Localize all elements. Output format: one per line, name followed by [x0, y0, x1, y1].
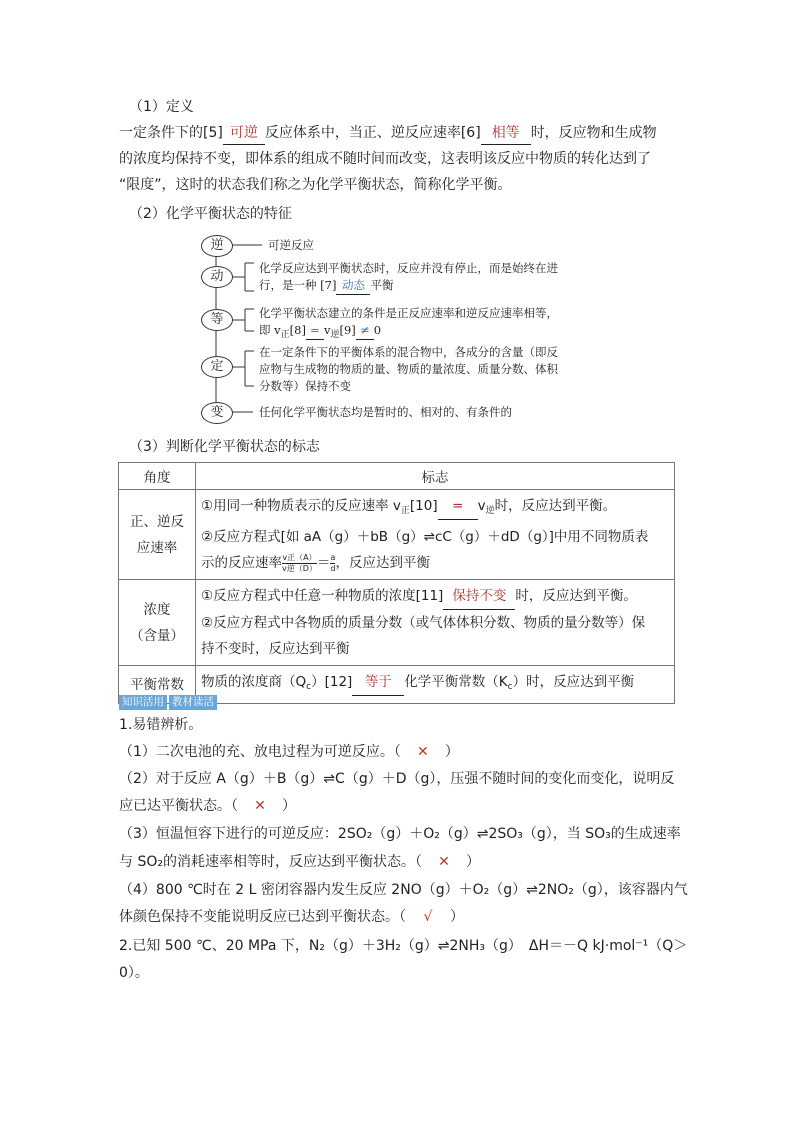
row1-text-d: 时，反应达到平衡。: [494, 498, 617, 514]
row3-text-d: ）时，反应达到平衡: [512, 674, 635, 690]
ding-line3: 分数等）保持不变: [259, 379, 351, 393]
row1-text-e: 示的反应速率: [201, 555, 282, 571]
dong-line2: [259, 277, 558, 295]
row2-text-a: ①反应方程式中任意一种物质的浓度[11]: [201, 588, 444, 604]
row-category: 平衡常数: [119, 666, 196, 704]
answer-blank-7: 动态: [336, 277, 370, 295]
deng-text-d: [9]: [339, 323, 356, 337]
row2-text-b: 时，反应达到平衡。: [515, 588, 637, 604]
row1-text-b: [10]: [409, 498, 438, 514]
row1-sub-zheng: 正: [400, 506, 410, 516]
ding-line1: 在一定条件下的平衡体系的混合物中，各成分的含量（即反: [259, 345, 558, 359]
row1-mark-line3: [201, 550, 669, 576]
row1-text-g: ，反应达到平衡: [335, 555, 430, 571]
fraction2-numerator: a: [330, 552, 336, 562]
row1-sub-ni: 逆: [485, 506, 495, 516]
node-deng: 等: [201, 309, 233, 331]
definition-text: 反应体系中，当正、逆反应速率[6]: [264, 125, 481, 141]
row1-text-a: ①用同一种物质表示的反应速率 v: [201, 498, 401, 514]
definition-text: 一定条件下的[5]: [119, 125, 223, 141]
row2-mark-line3: 持不变时，反应达到平衡: [201, 641, 350, 657]
answer-blank-12: 等于: [352, 669, 404, 696]
ni-text: 可逆反应: [268, 238, 314, 252]
fraction-denominator: v逆（D）: [282, 563, 317, 573]
answer-blank-6: 相等: [481, 122, 531, 145]
row3-text-a: 物质的浓度商（Q: [201, 674, 307, 690]
definition-line3: “限度”，这时的状态我们称之为化学平衡状态，简称化学平衡。: [119, 177, 512, 193]
definition-line2: 的浓度均保持不变，即体系的组成不随时间而改变，这表明该反应中物质的转化达到了: [119, 151, 651, 167]
cross-mark-icon: ✕: [438, 854, 450, 870]
deng-text-b: [8]: [289, 323, 306, 337]
section-tags: [119, 690, 219, 708]
row-category: [119, 580, 196, 666]
fraction2-denominator: d: [330, 563, 336, 573]
fraction-numerator: v正（A）: [282, 552, 317, 562]
row-mark: [196, 580, 675, 666]
deng-text-a: 即 v: [259, 323, 281, 337]
item2-end: ）: [282, 798, 296, 814]
row-category: [119, 490, 196, 580]
section1-heading: （1）定义: [129, 99, 194, 115]
deng-text: [259, 305, 558, 344]
row3-sub-c2: c: [507, 682, 513, 692]
item1-end: ）: [444, 744, 459, 760]
row3-text-c: 化学平衡常数（K: [404, 674, 508, 690]
question2-line2: 0）。: [119, 965, 149, 981]
dong-text-a: 行，是一种 [7]: [259, 278, 337, 292]
exercise-item-3-line1: （3）恒温恒容下进行的可逆反应：2SO₂（g）＋O₂（g）⇌2SO₃（g），当 SO₃的生成速率: [119, 826, 681, 842]
deng-sub-ni: 逆: [330, 330, 340, 340]
table-row: [119, 490, 675, 580]
dong-line1: 化学反应达到平衡状态时，反应并没有停止，而是始终在进: [259, 261, 558, 275]
item3-text: 与 SO₂的消耗速率相等时，反应达到平衡状态。（: [119, 854, 422, 870]
row-mark: [196, 666, 675, 704]
criteria-table: [118, 462, 675, 704]
deng-sub-zheng: 正: [280, 330, 290, 340]
deng-text-e: 0: [373, 323, 382, 337]
dong-text: [259, 260, 558, 295]
exercise-item-2-line1: （2）对于反应 A（g）＋B（g）⇌C（g）＋D（g），压强不随时间的变化而变化，说明反: [119, 771, 675, 787]
item2-text: 应已达平衡状态。（: [119, 798, 238, 814]
answer-blank-10: =: [438, 493, 478, 520]
row2-cat-line2: （含量）: [130, 627, 184, 644]
table-row: [119, 580, 675, 666]
ding-text: [259, 344, 558, 395]
answer-blank-9: ≠: [356, 322, 374, 340]
exercise-item-4-line2: [119, 906, 464, 928]
check-mark-icon: √: [423, 909, 433, 925]
row3-sub-c1: c: [306, 682, 312, 692]
row1-text-f: ＝: [316, 555, 331, 571]
question1-title: 1.易错辨析。: [119, 717, 203, 733]
cross-mark-icon: ✕: [417, 744, 429, 760]
section2-heading: （2）化学平衡状态的特征: [129, 206, 292, 222]
exercise-item-3-line2: [119, 851, 480, 873]
question2-line1: 2.已知 500 ℃、20 MPa 下，N₂（g）＋3H₂（g）⇌2NH₃（g） ΔH＝－Q kJ·mol⁻¹（Q＞: [119, 938, 688, 954]
exercise-item-1: [119, 741, 459, 763]
bian-text: 任何化学平衡状态均是暂时的、相对的、有条件的: [259, 405, 512, 419]
node-ni: 逆: [201, 235, 233, 257]
row1-mark-line1: [201, 493, 669, 524]
dong-text-b: 平衡: [370, 278, 394, 292]
answer-blank-5: 可逆: [223, 122, 265, 145]
item4-end: ）: [450, 909, 464, 925]
row2-mark-line2: ②反应方程式中各物质的质量分数（或气体体积分数、物质的量分数等）保: [201, 615, 646, 631]
item1-text: （1）二次电池的充、放电过程为可逆反应。（: [119, 744, 401, 760]
node-ding: 定: [201, 356, 233, 378]
cross-mark-icon: ✕: [254, 798, 266, 814]
item3-end: ）: [465, 854, 480, 870]
row1-cat-line2: 应速率: [136, 539, 178, 556]
row1-text-c: v: [477, 498, 486, 514]
row3-text-b: ）[12]: [311, 674, 353, 690]
row-mark: [196, 490, 675, 580]
node-dong: 动: [201, 266, 233, 288]
row1-cat-line1: 正、逆反: [130, 513, 184, 530]
row1-mark-line2: ②反应方程式[如 aA（g）＋bB（g）⇌cC（g）＋dD（g）]中用不同物质表: [201, 529, 649, 545]
rate-ratio-fraction: [282, 553, 317, 574]
tag-knowledge-application: 知识活用: [119, 695, 167, 710]
tag-textbook-reading: 教材读活: [169, 695, 217, 710]
answer-blank-8: =: [306, 322, 324, 340]
item4-text: 体颜色保持不变能说明反应已达到平衡状态。（: [119, 909, 406, 925]
table-header-row: [119, 463, 675, 490]
row2-mark-line1: [201, 583, 669, 610]
deng-line2: [259, 322, 558, 344]
col-header-angle: 角度: [119, 463, 196, 490]
definition-text: 时，反应物和生成物: [530, 125, 657, 141]
answer-blank-11: 保持不变: [443, 583, 515, 610]
row2-cat-line1: 浓度: [143, 601, 171, 618]
exercise-item-2-line2: [119, 795, 296, 817]
deng-text-c: v: [323, 323, 331, 337]
node-bian: 变: [201, 402, 233, 424]
ding-line2: 应物与生成物的物质的量、物质的量浓度、质量分数、体积: [259, 362, 558, 376]
row3-mark-line1: [201, 669, 669, 700]
deng-line1: 化学平衡状态建立的条件是正反应速率和逆反应速率相等，: [259, 306, 558, 320]
col-header-mark: 标志: [196, 463, 675, 490]
exercise-item-4-line1: （4）800 ℃时在 2 L 密闭容器内发生反应 2NO（g）＋O₂（g）⇌2NO₂（g），该容器内气: [119, 882, 688, 898]
section3-heading: （3）判断化学平衡状态的标志: [129, 439, 320, 455]
